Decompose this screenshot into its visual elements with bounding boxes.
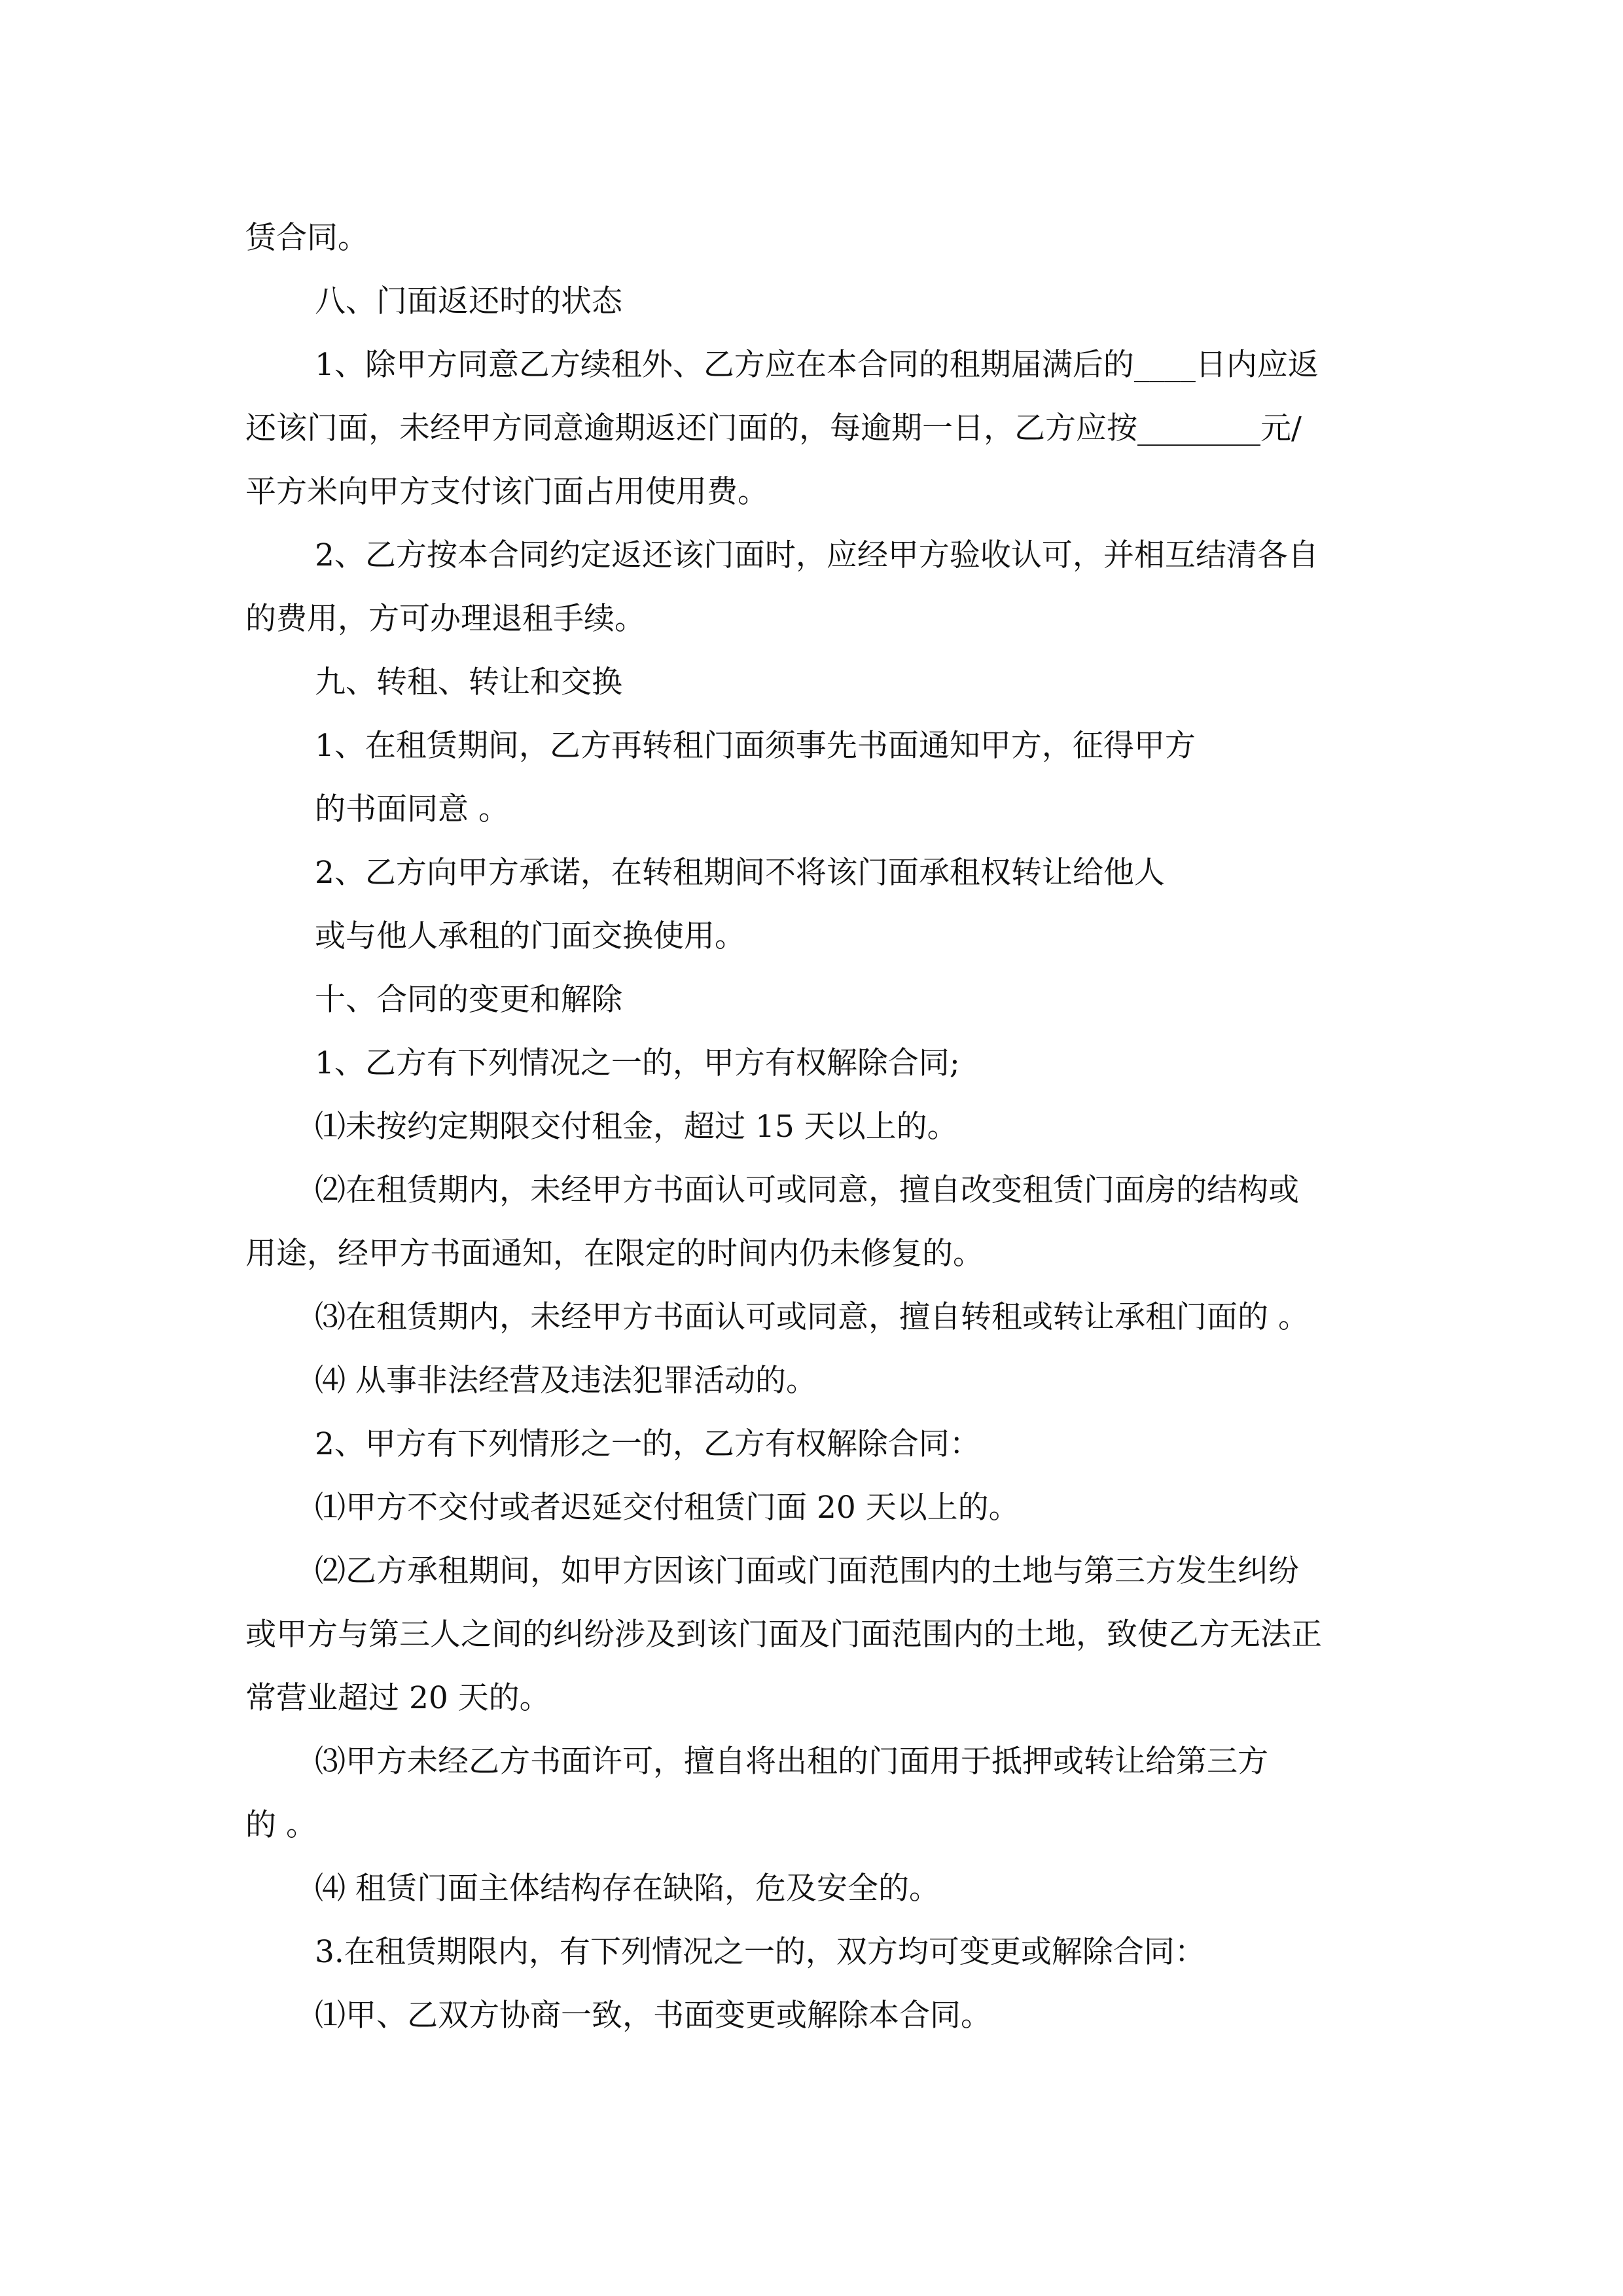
text-line: 赁合同。 <box>245 220 368 256</box>
text-line: ⑶在租赁期内，未经甲方书面认可或同意，擅自转租或转让承租门面的 。 <box>315 1299 1309 1335</box>
text-line: ⑷ 租赁门面主体结构存在缺陷，危及安全的。 <box>315 1871 940 1907</box>
text-line: 九、转租、转让和交换 <box>315 664 622 700</box>
text-line: ⑵乙方承租期间，如甲方因该门面或门面范围内的土地与第三方发生纠纷 <box>315 1553 1299 1589</box>
text-line: 还该门面，未经甲方同意逾期返还门面的，每逾期一日，乙方应按________元/ <box>245 410 1302 446</box>
text-line: 的 。 <box>245 1807 317 1843</box>
text-line: 或甲方与第三人之间的纠纷涉及到该门面及门面范围内的土地，致使乙方无法正 <box>245 1617 1322 1653</box>
text-line: 用途，经甲方书面通知，在限定的时间内仍未修复的。 <box>245 1236 984 1272</box>
text-line: ⑶甲方未经乙方书面许可，擅自将出租的门面用于抵押或转让给第三方 <box>315 1744 1268 1780</box>
text-line: 常营业超过 20 天的。 <box>245 1680 550 1716</box>
document-body <box>245 206 1384 2047</box>
text-line: 十、合同的变更和解除 <box>315 982 622 1018</box>
text-line: 的费用，方可办理退租手续。 <box>245 601 645 637</box>
text-line: 八、门面返还时的状态 <box>315 283 622 319</box>
text-line: ⑴未按约定期限交付租金，超过 15 天以上的。 <box>315 1109 958 1145</box>
text-line: ⑷ 从事非法经营及违法犯罪活动的。 <box>315 1363 817 1399</box>
text-line: ⑵在租赁期内，未经甲方书面认可或同意，擅自改变租赁门面房的结构或 <box>315 1172 1299 1208</box>
text-line: 2、乙方向甲方承诺，在转租期间不将该门面承租权转让给他人 <box>315 855 1165 891</box>
text-line: ⑴甲方不交付或者迟延交付租赁门面 20 天以上的。 <box>315 1490 1020 1526</box>
text-line: 1、乙方有下列情况之一的，甲方有权解除合同; <box>315 1045 960 1081</box>
text-line: 2、乙方按本合同约定返还该门面时，应经甲方验收认可，并相互结清各自 <box>315 537 1319 573</box>
text-line: ⑴甲、乙双方协商一致，书面变更或解除本合同。 <box>315 1998 991 2034</box>
text-line: 平方米向甲方支付该门面占用使用费。 <box>245 474 768 510</box>
text-line: 3.在租赁期限内，有下列情况之一的，双方均可变更或解除合同： <box>315 1934 1205 1970</box>
text-line: 1、在租赁期间，乙方再转租门面须事先书面通知甲方，征得甲方 <box>315 728 1196 764</box>
text-line: 的书面同意 。 <box>315 791 509 827</box>
text-line: 2、甲方有下列情形之一的，乙方有权解除合同： <box>315 1426 980 1462</box>
text-line: 或与他人承租的门面交换使用。 <box>315 918 745 954</box>
text-line: 1、除甲方同意乙方续租外、乙方应在本合同的租期届满后的____日内应返 <box>315 347 1319 383</box>
